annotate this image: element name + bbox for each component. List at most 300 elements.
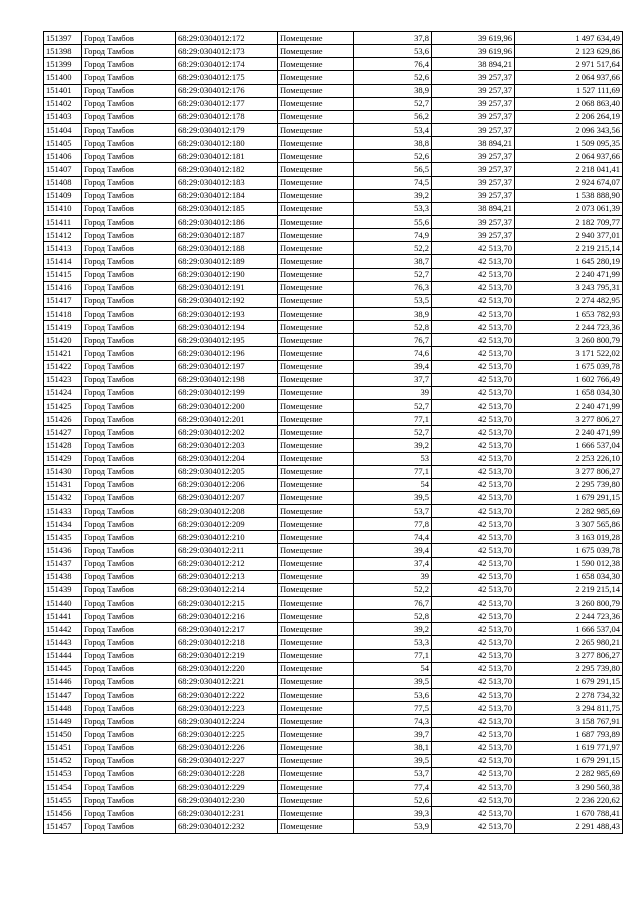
cell-object-type: Помещение [278, 478, 354, 491]
cell-cadastral-number: 68:29:0304012:223 [176, 702, 278, 715]
cell-unit-price: 42 513,70 [432, 255, 515, 268]
cell-city: Город Тамбов [82, 110, 176, 123]
cell-cadastral-number: 68:29:0304012:230 [176, 794, 278, 807]
cell-city: Город Тамбов [82, 399, 176, 412]
cell-id: 151398 [44, 45, 82, 58]
cell-city: Город Тамбов [82, 649, 176, 662]
cell-cadastral-number: 68:29:0304012:184 [176, 189, 278, 202]
cell-object-type: Помещение [278, 71, 354, 84]
table-row [44, 675, 623, 688]
cell-unit-price: 39 257,37 [432, 229, 515, 242]
cell-cadastral-number: 68:29:0304012:217 [176, 623, 278, 636]
table-row [44, 570, 623, 583]
cell-unit-price: 42 513,70 [432, 767, 515, 780]
cell-cadastral-number: 68:29:0304012:225 [176, 728, 278, 741]
cell-object-type: Помещение [278, 491, 354, 504]
cell-cadastral-number: 68:29:0304012:172 [176, 32, 278, 45]
table-row [44, 728, 623, 741]
cell-area: 77,1 [354, 465, 432, 478]
table-row [44, 386, 623, 399]
cell-object-type: Помещение [278, 702, 354, 715]
cell-id: 151405 [44, 137, 82, 150]
cell-area: 39,5 [354, 754, 432, 767]
cell-area: 74,3 [354, 715, 432, 728]
table-row [44, 84, 623, 97]
cell-city: Город Тамбов [82, 255, 176, 268]
cell-city: Город Тамбов [82, 45, 176, 58]
cell-object-type: Помещение [278, 255, 354, 268]
cell-city: Город Тамбов [82, 84, 176, 97]
cell-cadastral-number: 68:29:0304012:185 [176, 202, 278, 215]
cell-city: Город Тамбов [82, 58, 176, 71]
cell-city: Город Тамбов [82, 557, 176, 570]
table-row [44, 518, 623, 531]
cell-id: 151427 [44, 426, 82, 439]
cell-cadastral-number: 68:29:0304012:210 [176, 531, 278, 544]
cell-id: 151419 [44, 321, 82, 334]
cell-cadastral-value: 3 294 811,75 [515, 702, 623, 715]
cell-city: Город Тамбов [82, 176, 176, 189]
table-row [44, 649, 623, 662]
cell-cadastral-number: 68:29:0304012:192 [176, 294, 278, 307]
cell-city: Город Тамбов [82, 781, 176, 794]
cell-cadastral-value: 1 666 537,04 [515, 439, 623, 452]
cell-object-type: Помещение [278, 610, 354, 623]
cell-cadastral-value: 1 670 788,41 [515, 807, 623, 820]
cell-cadastral-number: 68:29:0304012:206 [176, 478, 278, 491]
cell-city: Город Тамбов [82, 702, 176, 715]
table-row [44, 137, 623, 150]
cell-id: 151424 [44, 386, 82, 399]
cell-object-type: Помещение [278, 583, 354, 596]
cell-cadastral-value: 2 295 739,80 [515, 662, 623, 675]
cell-id: 151437 [44, 557, 82, 570]
table-row [44, 465, 623, 478]
cell-unit-price: 42 513,70 [432, 491, 515, 504]
cell-city: Город Тамбов [82, 491, 176, 504]
cell-object-type: Помещение [278, 307, 354, 320]
cell-area: 53 [354, 452, 432, 465]
cell-area: 39,2 [354, 189, 432, 202]
cell-cadastral-number: 68:29:0304012:182 [176, 163, 278, 176]
cell-unit-price: 42 513,70 [432, 242, 515, 255]
table-row [44, 413, 623, 426]
cell-id: 151449 [44, 715, 82, 728]
cell-cadastral-number: 68:29:0304012:221 [176, 675, 278, 688]
cell-city: Город Тамбов [82, 307, 176, 320]
cell-area: 53,9 [354, 820, 432, 833]
table-row [44, 360, 623, 373]
cell-city: Город Тамбов [82, 715, 176, 728]
cell-object-type: Помещение [278, 176, 354, 189]
cell-city: Город Тамбов [82, 623, 176, 636]
cell-object-type: Помещение [278, 465, 354, 478]
cell-id: 151406 [44, 150, 82, 163]
cell-city: Город Тамбов [82, 728, 176, 741]
cell-area: 52,7 [354, 426, 432, 439]
cell-area: 39,4 [354, 544, 432, 557]
cell-cadastral-value: 3 290 560,38 [515, 781, 623, 794]
cell-cadastral-number: 68:29:0304012:183 [176, 176, 278, 189]
cell-id: 151426 [44, 413, 82, 426]
cell-area: 77,1 [354, 413, 432, 426]
cell-city: Город Тамбов [82, 518, 176, 531]
cell-object-type: Помещение [278, 137, 354, 150]
cell-cadastral-value: 3 163 019,28 [515, 531, 623, 544]
cell-id: 151420 [44, 334, 82, 347]
cell-cadastral-value: 2 219 215,14 [515, 583, 623, 596]
table-row [44, 399, 623, 412]
cell-city: Город Тамбов [82, 531, 176, 544]
cell-cadastral-number: 68:29:0304012:189 [176, 255, 278, 268]
table-row [44, 689, 623, 702]
table-row [44, 255, 623, 268]
cell-cadastral-number: 68:29:0304012:193 [176, 307, 278, 320]
cell-cadastral-number: 68:29:0304012:178 [176, 110, 278, 123]
cell-unit-price: 42 513,70 [432, 294, 515, 307]
table-row [44, 294, 623, 307]
cell-object-type: Помещение [278, 373, 354, 386]
cell-unit-price: 38 894,21 [432, 58, 515, 71]
table-row [44, 97, 623, 110]
cell-unit-price: 42 513,70 [432, 518, 515, 531]
cell-unit-price: 42 513,70 [432, 662, 515, 675]
cell-area: 53,5 [354, 294, 432, 307]
cell-cadastral-value: 3 260 800,79 [515, 334, 623, 347]
cadastral-value-table [43, 31, 623, 834]
cell-id: 151440 [44, 597, 82, 610]
cell-id: 151410 [44, 202, 82, 215]
cell-id: 151434 [44, 518, 82, 531]
cell-cadastral-value: 3 277 806,27 [515, 413, 623, 426]
cell-city: Город Тамбов [82, 505, 176, 518]
cell-cadastral-value: 3 243 795,31 [515, 281, 623, 294]
cell-cadastral-value: 2 253 226,10 [515, 452, 623, 465]
document-sheet [43, 31, 623, 834]
cell-city: Город Тамбов [82, 754, 176, 767]
cell-object-type: Помещение [278, 649, 354, 662]
cell-area: 52,6 [354, 794, 432, 807]
cell-cadastral-value: 1 590 012,38 [515, 557, 623, 570]
cell-id: 151403 [44, 110, 82, 123]
cell-unit-price: 42 513,70 [432, 570, 515, 583]
cell-id: 151401 [44, 84, 82, 97]
table-row [44, 347, 623, 360]
cell-unit-price: 42 513,70 [432, 820, 515, 833]
cell-area: 74,6 [354, 347, 432, 360]
cell-object-type: Помещение [278, 715, 354, 728]
cell-area: 77,5 [354, 702, 432, 715]
cell-city: Город Тамбов [82, 294, 176, 307]
table-row [44, 531, 623, 544]
cell-object-type: Помещение [278, 741, 354, 754]
cell-cadastral-number: 68:29:0304012:176 [176, 84, 278, 97]
table-row [44, 58, 623, 71]
cell-id: 151417 [44, 294, 82, 307]
cell-unit-price: 38 894,21 [432, 202, 515, 215]
cell-cadastral-value: 1 666 537,04 [515, 623, 623, 636]
cell-id: 151409 [44, 189, 82, 202]
cell-area: 39 [354, 570, 432, 583]
cell-object-type: Помещение [278, 439, 354, 452]
cell-id: 151399 [44, 58, 82, 71]
cell-cadastral-value: 2 278 734,32 [515, 689, 623, 702]
cell-cadastral-value: 2 064 937,66 [515, 150, 623, 163]
cell-cadastral-number: 68:29:0304012:179 [176, 123, 278, 136]
cell-city: Город Тамбов [82, 794, 176, 807]
cell-city: Город Тамбов [82, 202, 176, 215]
table-row [44, 71, 623, 84]
cell-id: 151452 [44, 754, 82, 767]
cell-cadastral-number: 68:29:0304012:215 [176, 597, 278, 610]
cell-area: 39,7 [354, 728, 432, 741]
cell-area: 53,6 [354, 689, 432, 702]
cell-city: Город Тамбов [82, 413, 176, 426]
cell-cadastral-value: 2 218 041,41 [515, 163, 623, 176]
cell-cadastral-number: 68:29:0304012:200 [176, 399, 278, 412]
cell-cadastral-value: 2 282 985,69 [515, 505, 623, 518]
cell-object-type: Помещение [278, 531, 354, 544]
table-row [44, 491, 623, 504]
cell-cadastral-number: 68:29:0304012:177 [176, 97, 278, 110]
cell-cadastral-value: 2 274 482,95 [515, 294, 623, 307]
cell-cadastral-number: 68:29:0304012:212 [176, 557, 278, 570]
cell-city: Город Тамбов [82, 360, 176, 373]
cell-id: 151430 [44, 465, 82, 478]
cell-unit-price: 42 513,70 [432, 636, 515, 649]
cell-unit-price: 38 894,21 [432, 137, 515, 150]
cell-unit-price: 39 257,37 [432, 215, 515, 228]
cell-unit-price: 42 513,70 [432, 649, 515, 662]
cell-object-type: Помещение [278, 242, 354, 255]
cell-cadastral-number: 68:29:0304012:196 [176, 347, 278, 360]
cell-cadastral-value: 1 509 095,35 [515, 137, 623, 150]
cell-id: 151448 [44, 702, 82, 715]
cell-object-type: Помещение [278, 32, 354, 45]
cell-unit-price: 42 513,70 [432, 623, 515, 636]
cell-unit-price: 42 513,70 [432, 386, 515, 399]
cell-object-type: Помещение [278, 452, 354, 465]
cell-cadastral-number: 68:29:0304012:222 [176, 689, 278, 702]
table-row [44, 45, 623, 58]
cell-city: Город Тамбов [82, 97, 176, 110]
cell-unit-price: 39 257,37 [432, 189, 515, 202]
cell-cadastral-number: 68:29:0304012:220 [176, 662, 278, 675]
cell-cadastral-number: 68:29:0304012:213 [176, 570, 278, 583]
cell-object-type: Помещение [278, 229, 354, 242]
cell-unit-price: 42 513,70 [432, 347, 515, 360]
cell-cadastral-number: 68:29:0304012:186 [176, 215, 278, 228]
cell-city: Город Тамбов [82, 137, 176, 150]
cell-unit-price: 42 513,70 [432, 373, 515, 386]
cell-cadastral-value: 1 602 766,49 [515, 373, 623, 386]
cell-object-type: Помещение [278, 675, 354, 688]
cell-cadastral-number: 68:29:0304012:229 [176, 781, 278, 794]
cell-area: 77,8 [354, 518, 432, 531]
table-row [44, 229, 623, 242]
cell-cadastral-value: 3 171 522,02 [515, 347, 623, 360]
cell-unit-price: 42 513,70 [432, 610, 515, 623]
cell-object-type: Помещение [278, 150, 354, 163]
cell-cadastral-number: 68:29:0304012:187 [176, 229, 278, 242]
cell-cadastral-number: 68:29:0304012:199 [176, 386, 278, 399]
cell-cadastral-number: 68:29:0304012:191 [176, 281, 278, 294]
cell-city: Город Тамбов [82, 321, 176, 334]
cell-area: 53,7 [354, 767, 432, 780]
table-row [44, 544, 623, 557]
cell-area: 52,2 [354, 242, 432, 255]
cell-unit-price: 42 513,70 [432, 702, 515, 715]
cell-unit-price: 39 619,96 [432, 32, 515, 45]
cell-cadastral-value: 2 123 629,86 [515, 45, 623, 58]
cell-area: 37,7 [354, 373, 432, 386]
cell-area: 76,7 [354, 334, 432, 347]
cell-object-type: Помещение [278, 399, 354, 412]
cell-cadastral-number: 68:29:0304012:214 [176, 583, 278, 596]
cell-cadastral-number: 68:29:0304012:209 [176, 518, 278, 531]
table-row [44, 150, 623, 163]
table-row [44, 557, 623, 570]
cell-city: Город Тамбов [82, 189, 176, 202]
cell-id: 151450 [44, 728, 82, 741]
cell-city: Город Тамбов [82, 32, 176, 45]
cell-id: 151428 [44, 439, 82, 452]
cell-unit-price: 42 513,70 [432, 557, 515, 570]
cell-city: Город Тамбов [82, 347, 176, 360]
cell-cadastral-number: 68:29:0304012:180 [176, 137, 278, 150]
cell-cadastral-value: 2 924 674,07 [515, 176, 623, 189]
cell-unit-price: 39 257,37 [432, 176, 515, 189]
cell-id: 151422 [44, 360, 82, 373]
cell-id: 151400 [44, 71, 82, 84]
table-row [44, 163, 623, 176]
cell-cadastral-number: 68:29:0304012:194 [176, 321, 278, 334]
cell-unit-price: 39 257,37 [432, 97, 515, 110]
cell-unit-price: 39 257,37 [432, 150, 515, 163]
cell-cadastral-value: 2 236 220,62 [515, 794, 623, 807]
cell-cadastral-value: 2 265 980,21 [515, 636, 623, 649]
cell-object-type: Помещение [278, 820, 354, 833]
cell-object-type: Помещение [278, 807, 354, 820]
cell-area: 38,7 [354, 255, 432, 268]
cell-area: 76,3 [354, 281, 432, 294]
table-row [44, 189, 623, 202]
cell-cadastral-number: 68:29:0304012:203 [176, 439, 278, 452]
cell-unit-price: 42 513,70 [432, 321, 515, 334]
cell-area: 53,3 [354, 202, 432, 215]
cell-id: 151421 [44, 347, 82, 360]
cell-city: Город Тамбов [82, 426, 176, 439]
cell-area: 76,7 [354, 597, 432, 610]
cell-cadastral-number: 68:29:0304012:207 [176, 491, 278, 504]
cell-object-type: Помещение [278, 97, 354, 110]
cell-city: Город Тамбов [82, 163, 176, 176]
cell-id: 151438 [44, 570, 82, 583]
cell-unit-price: 42 513,70 [432, 689, 515, 702]
cell-area: 52,8 [354, 321, 432, 334]
cell-area: 37,8 [354, 32, 432, 45]
table-row [44, 281, 623, 294]
cell-city: Город Тамбов [82, 334, 176, 347]
cell-cadastral-value: 1 679 291,15 [515, 491, 623, 504]
cell-area: 77,1 [354, 649, 432, 662]
table-row [44, 123, 623, 136]
table-row [44, 110, 623, 123]
cell-object-type: Помещение [278, 636, 354, 649]
cell-cadastral-value: 1 687 793,89 [515, 728, 623, 741]
cell-object-type: Помещение [278, 505, 354, 518]
cell-cadastral-number: 68:29:0304012:174 [176, 58, 278, 71]
table-row [44, 307, 623, 320]
cell-area: 52,2 [354, 583, 432, 596]
cell-city: Город Тамбов [82, 71, 176, 84]
table-row [44, 439, 623, 452]
cell-area: 52,7 [354, 268, 432, 281]
cell-area: 39,5 [354, 491, 432, 504]
cell-id: 151457 [44, 820, 82, 833]
cell-city: Город Тамбов [82, 610, 176, 623]
table-row [44, 321, 623, 334]
cell-id: 151425 [44, 399, 82, 412]
cell-unit-price: 42 513,70 [432, 307, 515, 320]
cell-unit-price: 39 257,37 [432, 84, 515, 97]
cell-id: 151451 [44, 741, 82, 754]
cell-city: Город Тамбов [82, 439, 176, 452]
cell-object-type: Помещение [278, 413, 354, 426]
cell-cadastral-value: 3 260 800,79 [515, 597, 623, 610]
cell-cadastral-value: 1 527 111,69 [515, 84, 623, 97]
cell-unit-price: 42 513,70 [432, 728, 515, 741]
cell-cadastral-number: 68:29:0304012:211 [176, 544, 278, 557]
cell-city: Город Тамбов [82, 636, 176, 649]
cell-id: 151411 [44, 215, 82, 228]
table-row [44, 478, 623, 491]
cell-area: 52,8 [354, 610, 432, 623]
cell-city: Город Тамбов [82, 373, 176, 386]
cell-unit-price: 42 513,70 [432, 465, 515, 478]
cell-id: 151446 [44, 675, 82, 688]
table-row [44, 662, 623, 675]
cell-id: 151433 [44, 505, 82, 518]
cell-area: 74,9 [354, 229, 432, 242]
table-row [44, 215, 623, 228]
cell-area: 77,4 [354, 781, 432, 794]
cell-area: 53,7 [354, 505, 432, 518]
cell-object-type: Помещение [278, 597, 354, 610]
table-row [44, 268, 623, 281]
cell-area: 38,1 [354, 741, 432, 754]
cell-area: 39,5 [354, 675, 432, 688]
cell-id: 151439 [44, 583, 82, 596]
cell-unit-price: 42 513,70 [432, 505, 515, 518]
table-row [44, 176, 623, 189]
cell-city: Город Тамбов [82, 820, 176, 833]
cell-cadastral-number: 68:29:0304012:224 [176, 715, 278, 728]
cell-city: Город Тамбов [82, 281, 176, 294]
cell-area: 55,6 [354, 215, 432, 228]
cell-cadastral-value: 1 675 039,78 [515, 360, 623, 373]
cell-id: 151416 [44, 281, 82, 294]
cell-cadastral-number: 68:29:0304012:173 [176, 45, 278, 58]
cell-area: 53,6 [354, 45, 432, 58]
cell-cadastral-number: 68:29:0304012:190 [176, 268, 278, 281]
table-row [44, 715, 623, 728]
cell-object-type: Помещение [278, 268, 354, 281]
cell-object-type: Помещение [278, 321, 354, 334]
cell-cadastral-value: 2 182 709,77 [515, 215, 623, 228]
cell-area: 56,2 [354, 110, 432, 123]
cell-city: Город Тамбов [82, 675, 176, 688]
